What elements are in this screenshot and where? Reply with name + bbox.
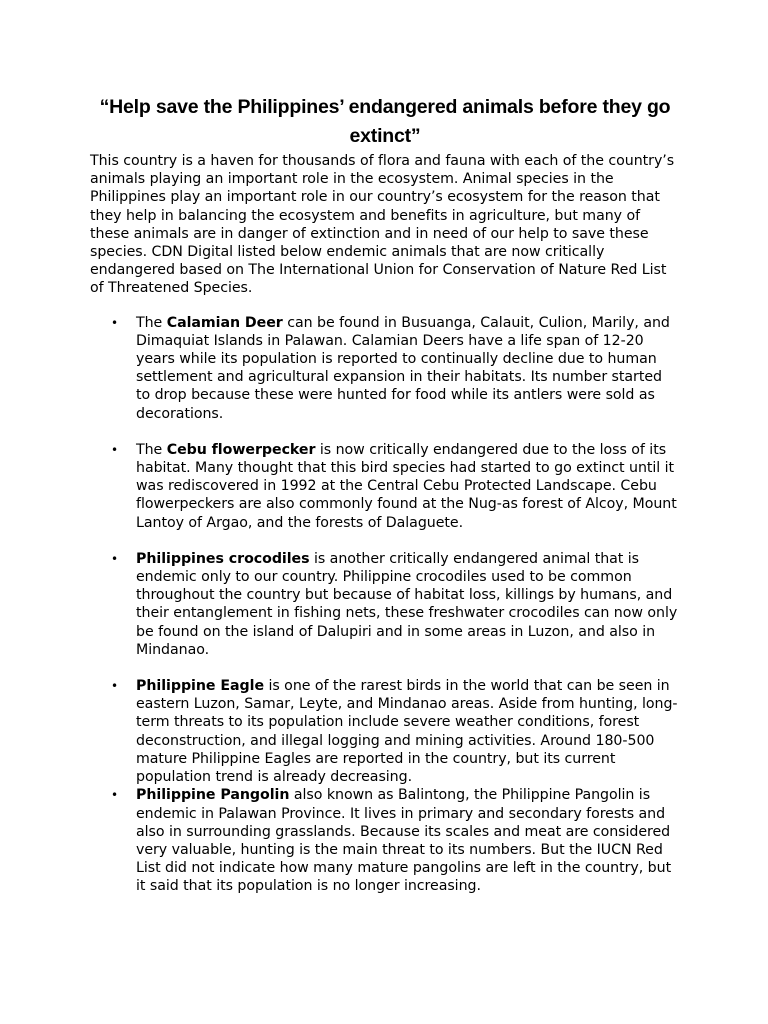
document-title: “Help save the Philippines’ endangered animals before they go extinct” xyxy=(99,96,671,147)
animal-name: Cebu flowerpecker xyxy=(166,441,316,458)
animal-name: Philippine Pangolin xyxy=(136,787,290,804)
item-description: is another critically endangered animal that is endemic only to our country. Philippine crocodiles used to be common throughout the country but because of habitat loss, killings by humans, and their entanglement in fishing nets, these freshwater crocodiles can now only be found on the island of Dalupiri and in some areas in Luzon, and also in Mindanao. xyxy=(136,550,678,658)
bullet-icon: • xyxy=(111,442,119,457)
list-item-philippine-eagle xyxy=(90,677,680,786)
document-page xyxy=(90,93,680,896)
bullet-icon: • xyxy=(111,788,119,803)
endangered-animals-list xyxy=(90,314,680,896)
bullet-icon: • xyxy=(111,551,119,566)
list-item-cebu-flowerpecker xyxy=(90,441,680,532)
intro-paragraph: This country is a haven for thousands of flora and fauna with each of the country’s animals playing an important role in the ecosystem. Animal species in the Philippines play an important role in our country’s ecosystem for the reason that they help in balancing the ecosystem and benefits in agriculture, but many of these animals are in danger of extinction and in need of our help to save these species. CDN Digital listed below endemic animals that are now critically endangered based on The International Union for Conservation of Nature Red List of Threatened Species. xyxy=(90,153,675,297)
bullet-icon: • xyxy=(111,679,119,694)
item-description: is now critically endangered due to the loss of its habitat. Many thought that this bird species had started to go extinct until it was rediscovered in 1992 at the Central Cebu Protected Landscape. Cebu flowerpeckers are also commonly found at the Nug-as forest of Alcoy, Mount Lantoy of Argao, and the forests of Dalaguete. xyxy=(136,441,677,531)
bullet-icon: • xyxy=(111,315,119,330)
animal-name: Calamian Deer xyxy=(166,314,283,331)
item-description: is one of the rarest birds in the world that can be seen in eastern Luzon, Samar, Leyte, and Mindanao areas. Aside from hunting, long-term threats to its population include severe weather conditions, forest deconstruction, and illegal logging and mining activities. Around 180-500 mature Philippine Eagles are reported in the country, but its current population trend is already decreasing. xyxy=(136,678,678,786)
item-prefix: The xyxy=(136,314,167,331)
list-item-philippine-pangolin xyxy=(90,786,680,895)
item-prefix: The xyxy=(136,441,167,458)
animal-name: Philippine Eagle xyxy=(136,678,265,695)
item-description: can be found in Busuanga, Calauit, Culion, Marily, and Dimaquiat Islands in Palawan. Calamian Deers have a life span of 12-20 years while its population is reported to continually decline due to human settlement and agricultural expansion in their habitats. Its number started to drop because these were hunted for food while its antlers were sold as decorations. xyxy=(136,314,670,422)
list-item-calamian-deer xyxy=(90,314,680,423)
item-description: also known as Balintong, the Philippine Pangolin is endemic in Palawan Province. It lives in primary and secondary forests and also in surrounding grasslands. Because its scales and meat are considered very valuable, hunting is the main threat to its numbers. But the IUCN Red List did not indicate how many mature pangolins are left in the country, but it said that its population is no longer increasing. xyxy=(136,787,672,895)
animal-name: Philippines crocodiles xyxy=(136,550,310,567)
list-item-philippines-crocodiles xyxy=(90,550,680,659)
